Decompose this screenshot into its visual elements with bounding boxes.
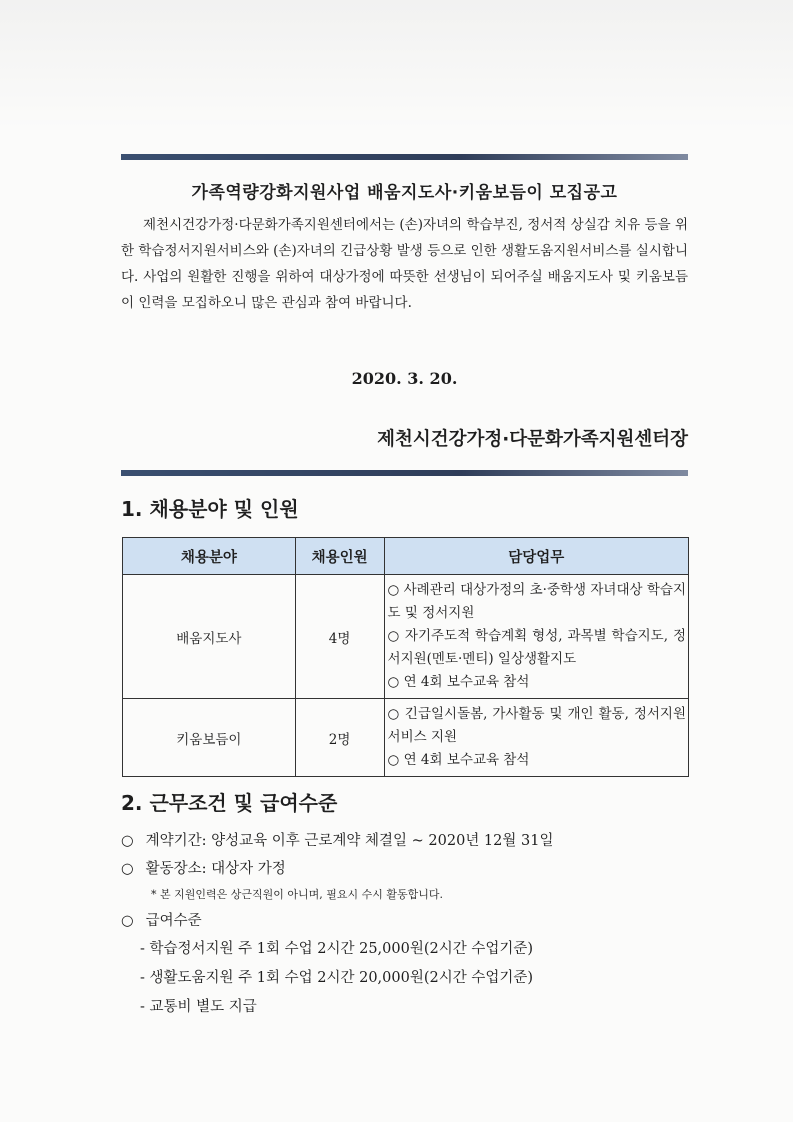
scan-shading [0,0,793,130]
duty-item: ○ 사례관리 대상가정의 초·중학생 자녀대상 학습지도 및 정서지원 [387,582,686,621]
place-text: 활동장소: 대상자 가정 [145,861,286,877]
count-cell: 2명 [295,699,384,777]
circle-bullet-icon: ○ [121,913,134,929]
contract-text: 계약기간: 양성교육 이후 근로계약 체결일 ~ 2020년 12월 31일 [145,833,554,849]
table-row [123,699,689,777]
recruitment-table [122,537,689,777]
header-duties: 담당업무 [384,538,688,575]
notice-date: 2020. 3. 20. [351,369,458,388]
notice-title: 가족역량강화지원사업 배움지도사·키움보듬이 모집공고 [191,183,618,203]
work-conditions [121,827,691,1022]
field-cell: 배움지도사 [123,575,296,699]
pay-item: - 교통비 별도 지급 [140,999,257,1015]
section-rule [121,470,688,476]
duty-item: ○ 연 4회 보수교육 참석 [387,752,530,768]
pay-item: - 생활도움지원 주 1회 수업 2시간 20,000원(2시간 수업기준) [140,970,534,986]
duty-item: ○ 연 4회 보수교육 참석 [387,674,530,690]
field-cell: 키움보듬이 [123,699,296,777]
notice-intro: 제천시건강가정·다문화가족지원센터에서는 (손)자녀의 학습부진, 정서적 상실감 치유 등을 위한 학습정서지원서비스와 (손)자녀의 긴급상황 발생 등으로 인한 생활도움지원서비스를 실시합니다. 사업의 원활한 진행을 위하여 대상가정에 따뜻한 선생님이 되어주실 배움지도사 및 키움보듬이 인력을 모집하오니 많은 관심과 참여 바랍니다. [121,217,688,311]
header-field: 채용분야 [123,538,296,575]
section1-heading: 1. 채용분야 및 인원 [121,497,299,521]
condition-contract [121,827,691,855]
section2-heading: 2. 근무조건 및 급여수준 [121,791,338,815]
duties-cell [384,699,688,777]
pay-item: - 학습정서지원 주 1회 수업 2시간 25,000원(2시간 수업기준) [140,941,534,957]
circle-bullet-icon: ○ [121,861,134,877]
condition-note: * 본 지원인력은 상근직원이 아니며, 필요시 수시 활동합니다. [151,888,443,901]
notice-signer: 제천시건강가정·다문화가족지원센터장 [377,429,688,450]
condition-place [121,855,691,883]
pay-title: 급여수준 [145,913,202,929]
circle-bullet-icon: ○ [121,833,134,849]
header-rule [121,154,688,160]
count-cell: 4명 [295,575,384,699]
duty-item: ○ 자기주도적 학습계획 형성, 과목별 학습지도, 정서지원(멘토·멘티) 일상생활지도 [387,628,686,667]
duty-item: ○ 긴급일시돌봄, 가사활동 및 개인 활동, 정서지원서비스 지원 [387,706,686,745]
table-row [123,575,689,699]
condition-pay [121,907,691,935]
header-count: 채용인원 [295,538,384,575]
table-header-row [123,538,689,575]
duties-cell [384,575,688,699]
